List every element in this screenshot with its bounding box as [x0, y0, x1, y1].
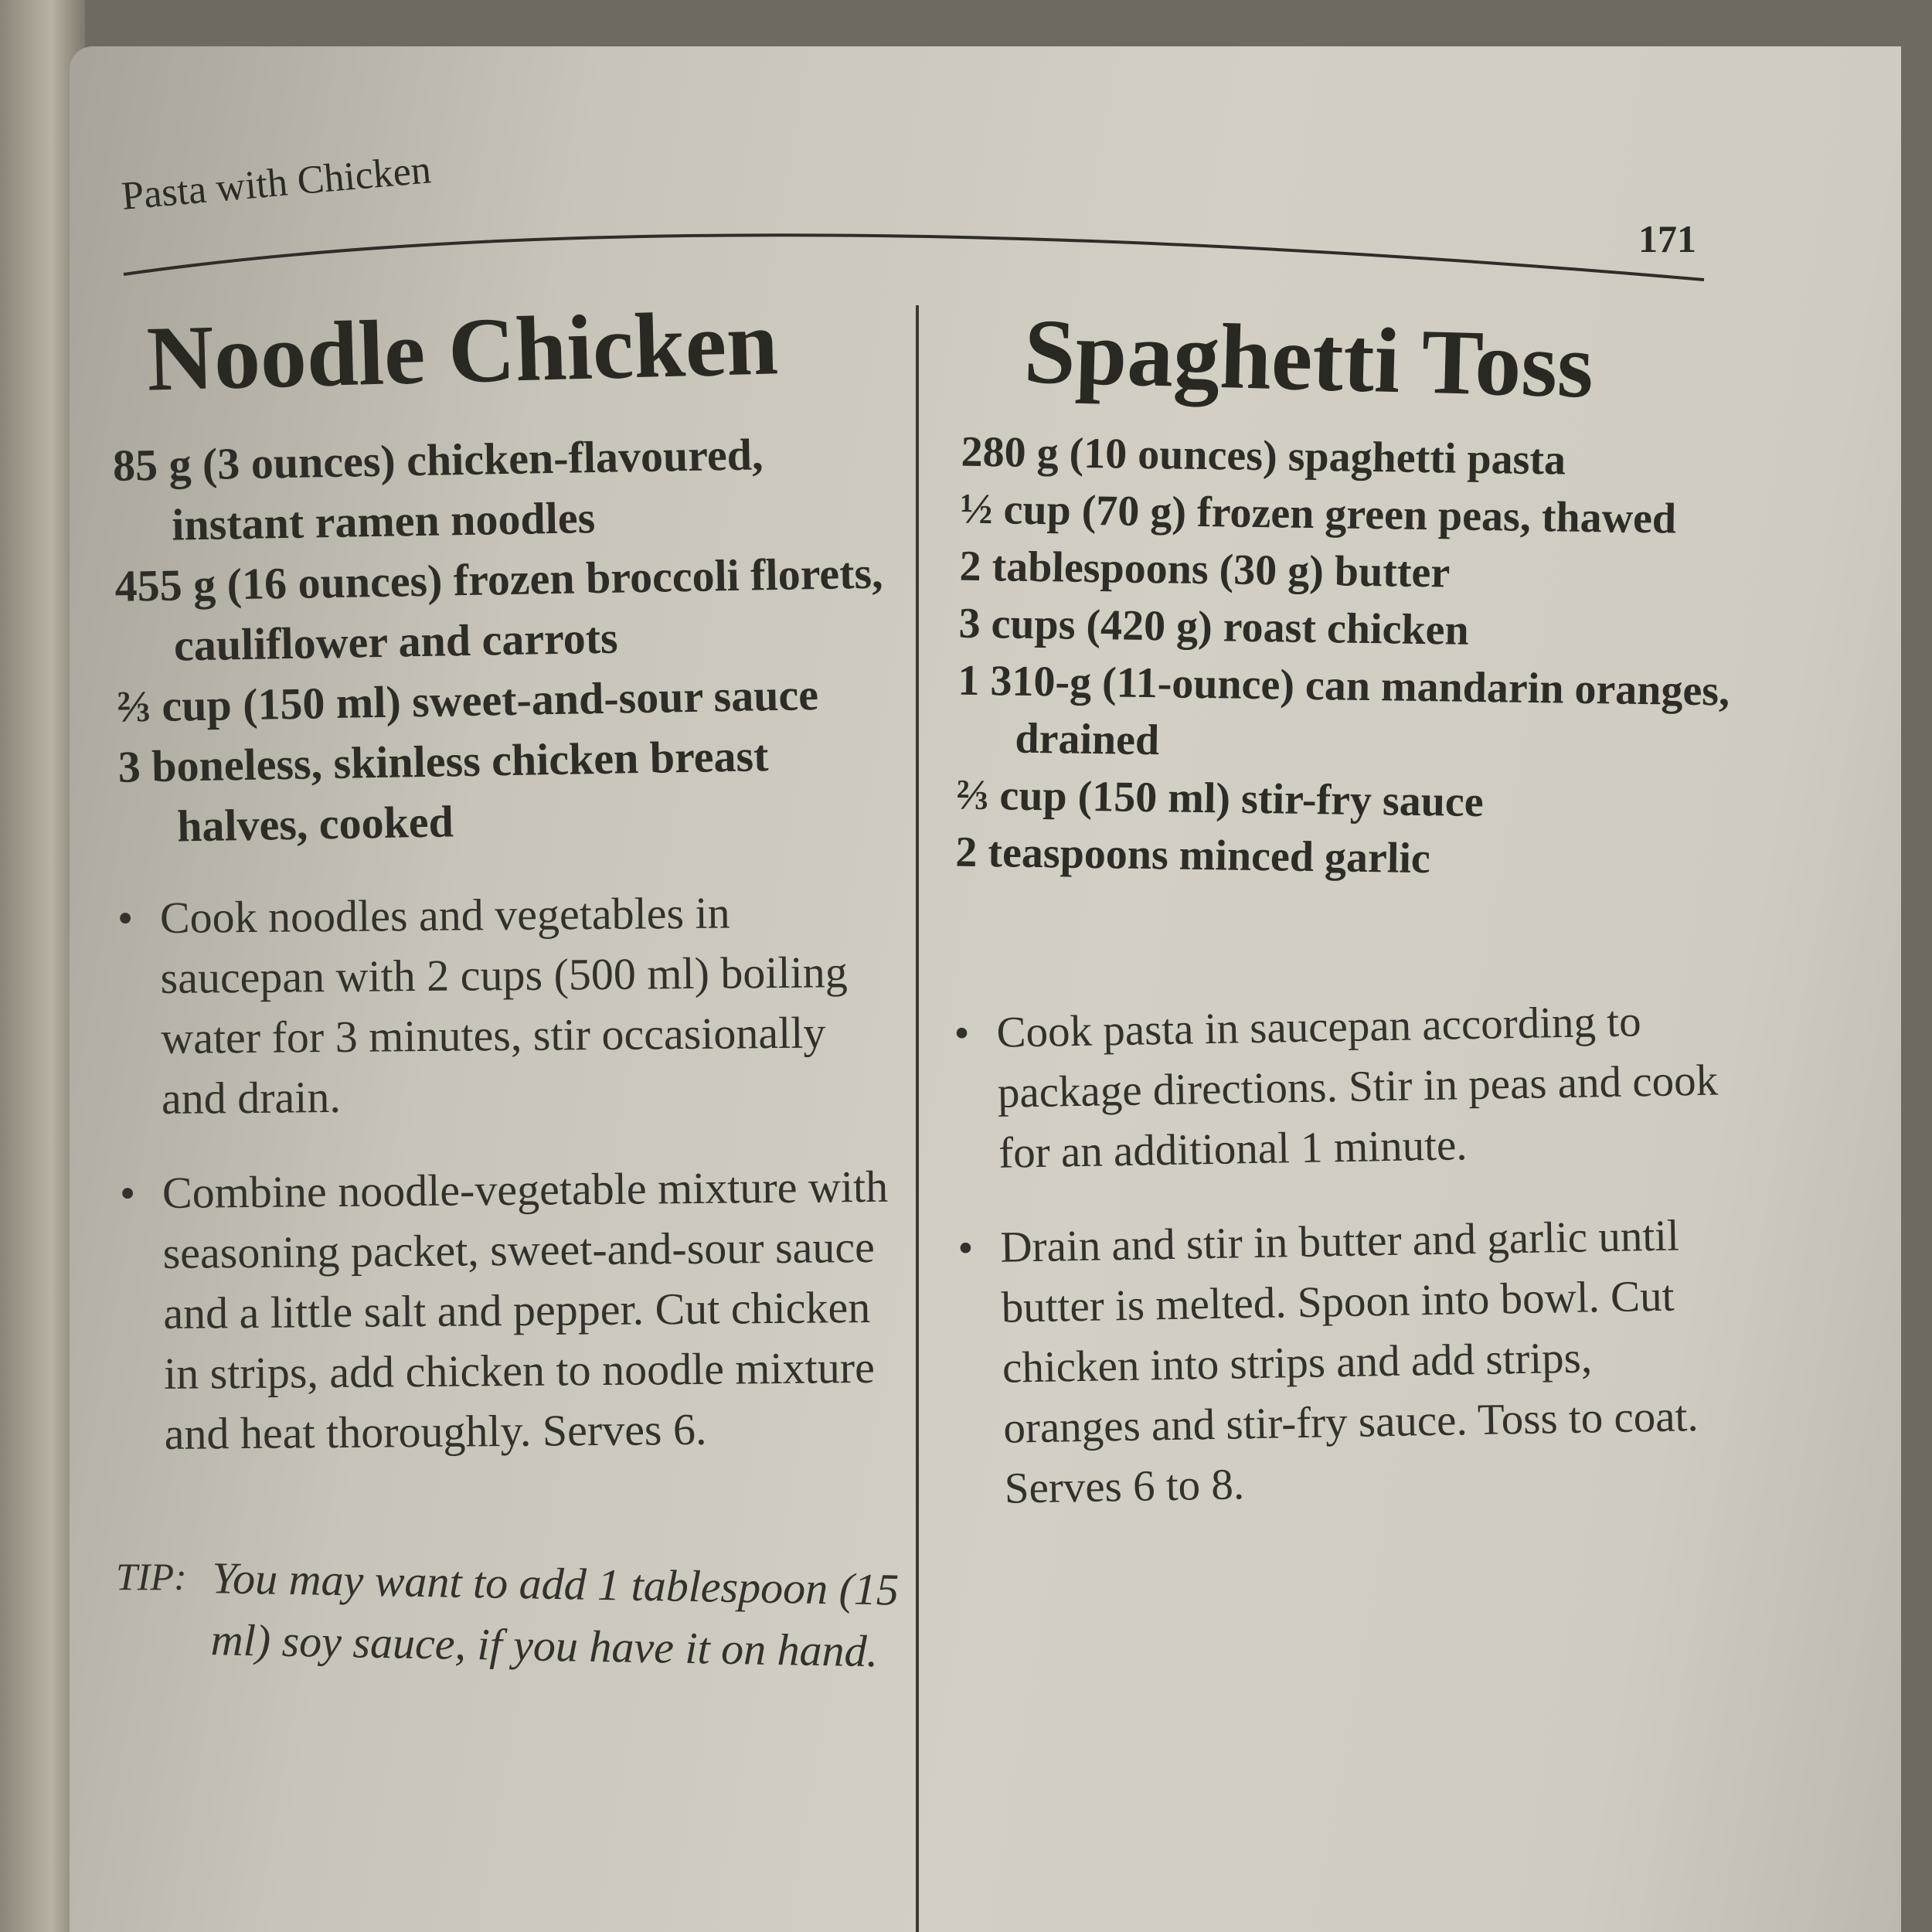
- ingredient-item: 3 boneless, skinless chicken breast halves, cooked: [117, 730, 769, 852]
- column-divider: [916, 305, 919, 1932]
- ingredient-item: 2 tablespoons (30 g) butter: [959, 542, 1451, 597]
- ingredient-list-noodle-chicken: [112, 422, 907, 858]
- ingredient-item: ⅔ cup (150 ml) stir-fry sauce: [956, 770, 1485, 827]
- tip-label: TIP:: [116, 1555, 187, 1598]
- page-number: 171: [1638, 217, 1696, 260]
- ingredient-item: ⅔ cup (150 ml) sweet-and-sour sauce: [116, 669, 819, 732]
- running-head: Pasta with Chicken: [119, 148, 433, 219]
- recipe-title-spaghetti-toss: Spaghetti Toss: [1022, 299, 1595, 417]
- ingredient-item: 3 cups (420 g) roast chicken: [958, 599, 1470, 655]
- method-step-text: Cook noodles and vegetables in saucepan with 2 cups (500 ml) boiling water for 3 minutes, stir occasionally and drain.: [159, 887, 849, 1124]
- tip-text: You may want to add 1 tablespoon (15 ml) soy sauce, if you have it on hand.: [210, 1553, 900, 1677]
- running-head-rule: [0, 0, 1932, 309]
- bullet-icon: •: [953, 1009, 971, 1058]
- tip-box: [116, 1546, 904, 1677]
- method-step: [954, 990, 1730, 1184]
- ingredient-item: 1 310-g (11-ounce) can mandarin oranges, drained: [957, 656, 1730, 765]
- method-step: [957, 1205, 1736, 1519]
- ingredient-item: 85 g (3 ounces) chicken-flavoured, instant ramen noodles: [112, 429, 764, 550]
- method-step-text: Drain and stir in butter and garlic until butter is melted. Spoon into bowl. Cut chicken into strips and add strips, oranges and stir-fry sauce. Toss to coat. Serves 6 to 8.: [999, 1211, 1699, 1513]
- method-step: [117, 882, 900, 1130]
- ingredient-item: ½ cup (70 g) frozen green peas, thawed: [960, 485, 1677, 543]
- method-step-text: Combine noodle-vegetable mixture with seasoning packet, sweet-and-sour sauce and a little salt and pepper. Cut chicken in strips, add chicken to noodle mixture and heat thoroughly. Serves 6.: [162, 1161, 889, 1459]
- ingredient-item: 280 g (10 ounces) spaghetti pasta: [961, 427, 1566, 485]
- method-steps-spaghetti-toss: [954, 990, 1736, 1553]
- method-step-text: Cook pasta in saucepan according to package directions. Stir in peas and cook for an additional 1 minute.: [995, 997, 1719, 1178]
- ingredient-list-spaghetti-toss: [955, 423, 1781, 893]
- ingredient-item: 2 teaspoons minced garlic: [955, 828, 1431, 883]
- bullet-icon: •: [119, 1168, 136, 1219]
- ingredient-item: 455 g (16 ounces) frozen broccoli florets, cauliflower and carrots: [114, 547, 883, 671]
- recipe-title-noodle-chicken: Noodle Chicken: [145, 291, 780, 410]
- method-steps-noodle-chicken: [117, 882, 903, 1499]
- bullet-icon: •: [957, 1223, 974, 1273]
- method-step: [120, 1157, 903, 1465]
- bullet-icon: •: [117, 893, 134, 944]
